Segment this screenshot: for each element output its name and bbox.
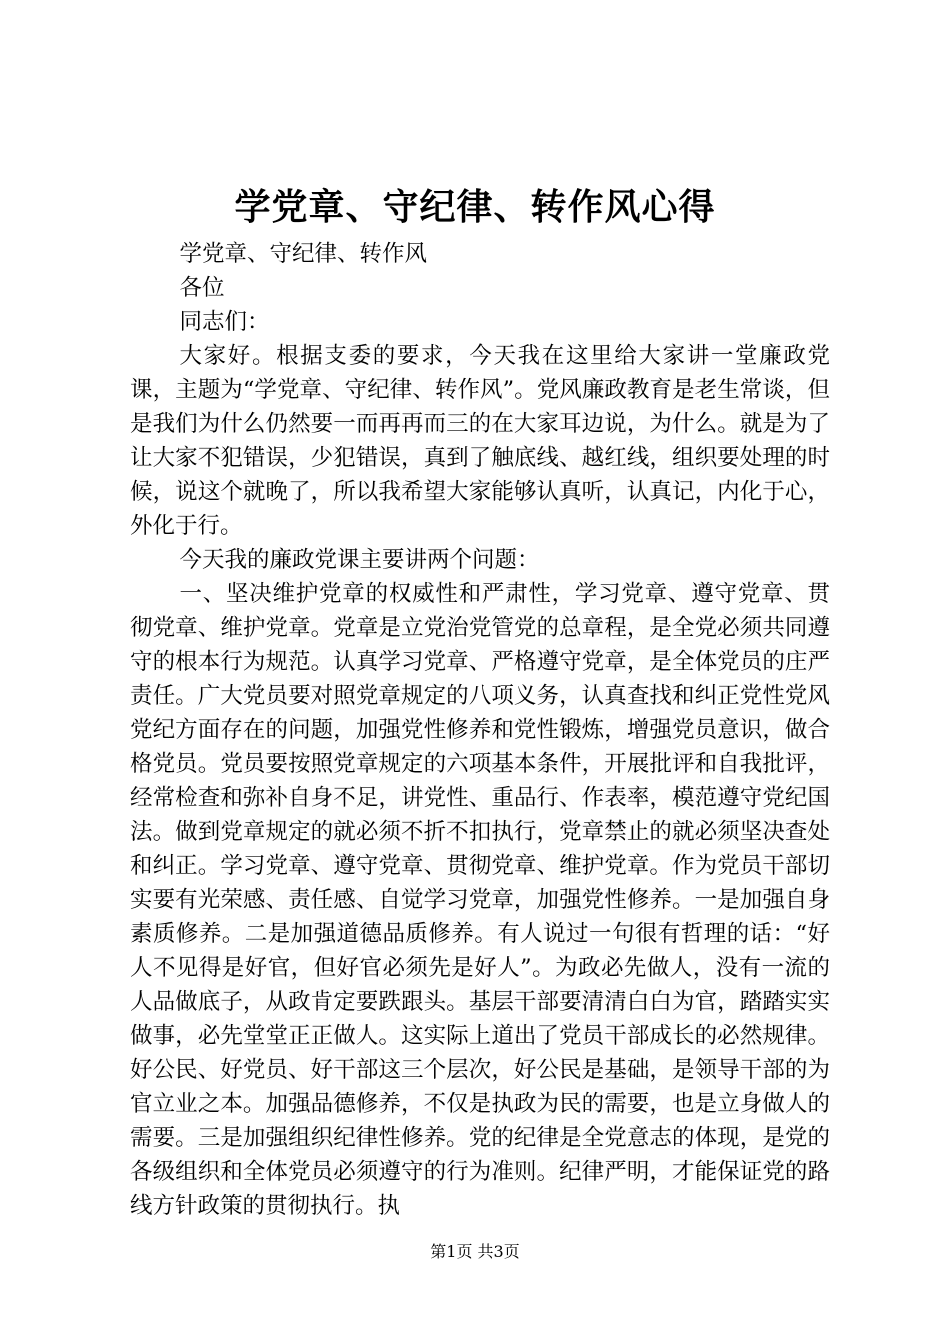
paragraph-topics: 今天我的廉政党课主要讲两个问题： <box>179 547 540 573</box>
paragraph-subtitle: 学党章、守纪律、转作风 <box>179 241 428 267</box>
paragraph-salutation-2: 同志们： <box>179 309 270 335</box>
page-number-footer: 第1页 共3页 <box>430 1242 520 1261</box>
paragraph-section-one: 一、坚决维护党章的权威性和严肃性，学习党章、遵守党章、贯彻党章、维护党章。党章是立党治党管党的总章程，是全党必须共同遵守的根本行为规范。认真学习党章、严格遵守党章，是全体党员的庄严责任。广大党员要对照党章规定的八项义务，认真查找和纠正党性党风党纪方面存在的问题，加强党性修养和党性锻炼，增强党员意识，做合格党员。党员要按照党章规定的六项基本条件，开展批评和自我批评，经常检查和弥补自身不足，讲党性、重品行、作表率，模范遵守党纪国法。做到党章规定的就必须不折不扣执行，党章禁止的就必须坚决查处和纠正。学习党章、遵守党章、贯彻党章、维护党章。作为党员干部切实要有光荣感、责任感、自觉学习党章，加强党性修养。一是加强自身素质修养。二是加强道德品质修养。有人说过一句很有哲理的话：“好人不见得是好官，但好官必须先是好人”。为政必先做人，没有一流的人品做底子，从政肯定要跌跟头。基层干部要清清白白为官，踏踏实实做事，必先堂堂正正做人。这实际上道出了党员干部成长的必然规律。好公民、好党员、好干部这三个层次，好公民是基础，是领导干部的为官立业之本。加强品德修养，不仅是执政为民的需要，也是立身做人的需要。三是加强组织纪律性修养。党的纪律是全党意志的体现，是党的各级组织和全体党员必须遵守的行为准则。纪律严明，才能保证党的路线方针政策的贯彻执行。执 <box>130 581 830 1219</box>
paragraph-salutation-1: 各位 <box>179 275 225 301</box>
paragraph-intro: 大家好。根据支委的要求，今天我在这里给大家讲一堂廉政党课，主题为“学党章、守纪律、转作风”。党风廉政教育是老生常谈，但是我们为什么仍然要一而再再而三的在大家耳边说，为什么。就是为了让大家不犯错误，少犯错误，真到了触底线、越红线，组织要处理的时候，说这个就晚了，所以我希望大家能够认真听，认真记，内化于心，外化于行。 <box>130 343 830 539</box>
document-body <box>130 237 830 1223</box>
document-title: 学党章、守纪律、转作风心得 <box>234 186 716 228</box>
